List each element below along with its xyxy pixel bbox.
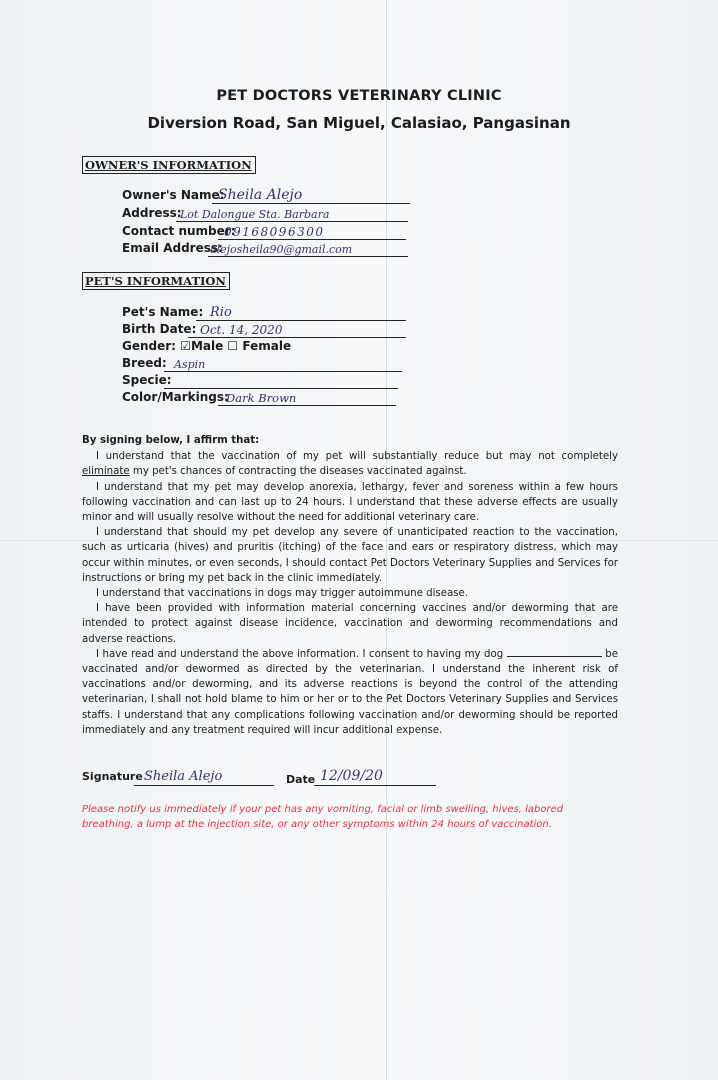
breed-value: Aspin [174,358,206,371]
clinic-name: PET DOCTORS VETERINARY CLINIC [216,88,502,104]
contact-line [218,239,406,240]
specie-label: Specie: [122,373,172,387]
signature-value: Sheila Alejo [144,769,223,784]
address-label: Address: [122,206,182,220]
breed-row [122,356,206,372]
affirmation-body [82,433,618,738]
date-value: 12/09/20 [320,768,383,784]
owner-name-line [212,203,410,204]
clinic-address: Diversion Road, San Miguel, Calasiao, Pangasinan [147,114,571,132]
breed-label: Breed: [122,356,167,370]
owner-name-value: Sheila Alejo [218,187,303,203]
affirmation-paragraph-1 [82,449,618,479]
female-checkbox[interactable]: ☐ [227,339,239,353]
gender-row [122,339,291,355]
address-value: Lot Dalongue Sta. Barbara [180,208,330,221]
specie-row [122,373,172,389]
birth-date-line [188,337,406,338]
owner-section-title: OWNER'S INFORMATION [82,156,256,174]
address-line [176,221,408,222]
p1-underlined-word: eliminate [82,466,130,478]
color-value: Dark Brown [226,391,297,405]
signature-label: Signature [82,770,143,783]
affirmation-paragraph-5: I have been provided with information material concerning vaccines and/or deworming that are intended to protect against disease incidence, vaccination and deworming recommendations and adverse reactions. [82,603,618,645]
owner-name-row [122,187,303,204]
date-label: Date [286,773,316,786]
notice-text: Please notify us immediately if your pet has any vomiting, facial or limb swelling, hives, labored breathing, a lump at the injection site, or any other symptoms within 24 hours of vaccination. [82,804,564,830]
affirmation-paragraph-4: I understand that vaccinations in dogs may trigger autoimmune disease. [96,588,469,600]
breed-line [164,371,402,372]
affirmation-paragraph-6 [82,647,618,738]
birth-date-row [122,322,283,338]
gender-label: Gender: [122,339,176,353]
birth-date-value: Oct. 14, 2020 [200,323,283,337]
owner-name-label: Owner's Name: [122,188,225,202]
female-option-label: Female [242,339,292,353]
contact-label: Contact number: [122,224,236,238]
contact-value: 09168096300 [224,225,325,239]
male-checkbox[interactable]: ☑ [180,339,191,353]
address-row [122,206,330,222]
date-line [314,785,436,786]
signature-line [134,785,274,786]
male-option-label: Male [190,339,224,353]
affirmation-title: By signing below, I affirm that: [82,435,260,446]
specie-line [164,388,398,389]
contact-row [122,224,325,240]
pet-name-label: Pet's Name: [122,305,204,319]
p1-text-a: I understand that the vaccination of my pet will substantially reduce but may not completely [96,451,618,463]
affirmation-paragraph-2: I understand that my pet may develop anorexia, lethargy, fever and soreness within a few hours following vaccination and can last up to 24 hours. I understand that these adverse effects are usually minor and will usually resolve without the need for additional veterinary care. [82,481,618,524]
pet-name-row [122,305,232,321]
email-value: alejosheila90@gmail.com [210,243,353,256]
pet-name-line [196,320,406,321]
birth-date-label: Birth Date: [122,322,197,336]
email-row [122,241,353,257]
signature-row [82,768,383,786]
color-row [122,390,297,406]
p6-text-a: I have read and understand the above information. I consent to having my dog [96,648,504,660]
pet-name-value: Rio [210,305,232,320]
affirmation-paragraph-3: I understand that should my pet develop any severe of unanticipated reaction to the vaccination, such as urticaria (hives) and pruritis (itching) of the face and ears or respiratory distress, which may occur within minutes, or even seconds, I should contact Pet Doctors Veterinary Supplies and Services for instructions or bring my pet back in the clinic immediately. [82,527,618,584]
clinic-header [0,88,718,132]
email-label: Email Address: [122,241,223,255]
p6-text-b: be vaccinated and/or dewormed as directed by the veterinarian. I understand the inherent risk of vaccinations and/or deworming, and its adverse reactions is beyond the control of the attending veterinarian, I shall not hold blame to him or her or to the Pet Doctors Veterinary Supplies and Services staffs. I understand that any complications following vaccination and/or deworming should be reported immediately and any treatment required will incur additional expense. [82,648,618,736]
color-line [218,405,396,406]
dog-name-blank[interactable] [507,647,602,657]
p1-text-b: my pet's chances of contracting the diseases vaccinated against. [129,466,467,478]
pet-section-title: PET'S INFORMATION [82,272,230,290]
color-label: Color/Markings: [122,390,229,404]
email-line [208,256,408,257]
